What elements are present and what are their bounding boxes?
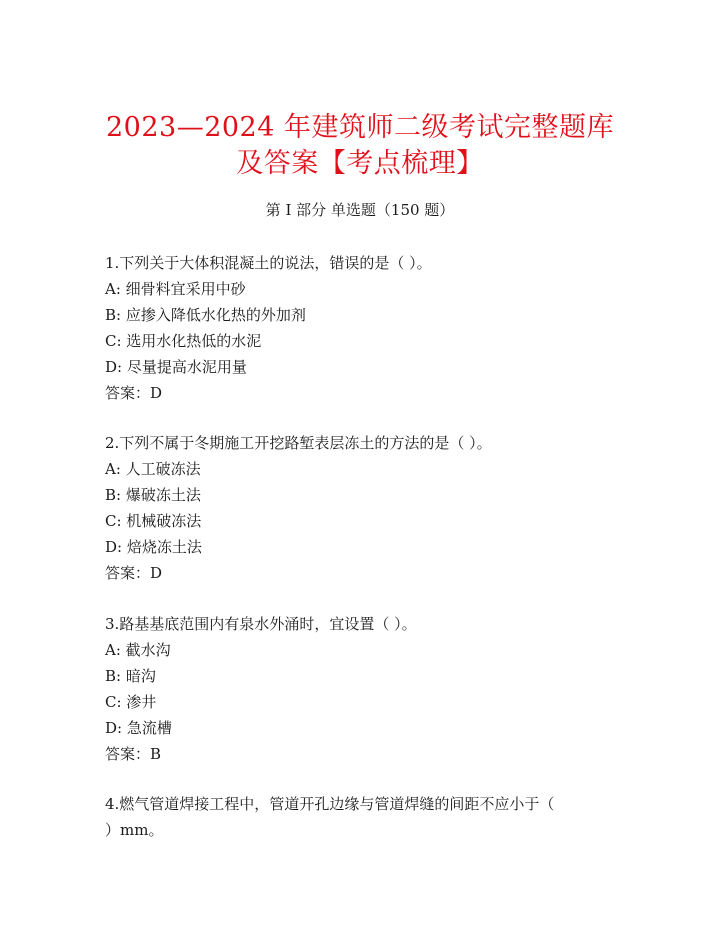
option-c: C: 渗井	[105, 693, 157, 711]
question-4	[105, 791, 625, 843]
question-3	[105, 611, 625, 767]
option-a: A: 细骨料宜采用中砂	[105, 280, 246, 298]
question-stem-continued: ）mm。	[105, 821, 164, 839]
question-stem: 4.燃气管道焊接工程中，管道开孔边缘与管道焊缝的间距不应小于（	[105, 795, 555, 813]
question-stem: 2.下列不属于冬期施工开挖路堑表层冻土的方法的是（ ）。	[105, 434, 492, 452]
question-stem: 3.路基基底范围内有泉水外涌时，宜设置（ ）。	[105, 615, 417, 633]
question-2	[105, 430, 625, 586]
option-d: D: 急流槽	[105, 719, 172, 737]
section-title: 第 I 部分 单选题（150 题）	[265, 201, 455, 219]
question-stem: 1.下列关于大体积混凝土的说法，错误的是（ ）。	[105, 254, 432, 272]
question-1	[105, 250, 625, 406]
option-b: B: 暗沟	[105, 667, 156, 685]
answer: 答案：B	[105, 745, 162, 763]
option-d: D: 焙烧冻土法	[105, 538, 202, 556]
answer: 答案：D	[105, 564, 163, 582]
option-b: B: 爆破冻土法	[105, 486, 201, 504]
option-b: B: 应掺入降低水化热的外加剂	[105, 306, 306, 324]
option-a: A: 截水沟	[105, 641, 171, 659]
option-c: C: 机械破冻法	[105, 512, 202, 530]
option-d: D: 尽量提高水泥用量	[105, 358, 247, 376]
option-c: C: 选用水化热低的水泥	[105, 332, 262, 350]
document-title: 2023—2024 年建筑师二级考试完整题库及答案【考点梳理】	[105, 112, 614, 179]
answer: 答案：D	[105, 384, 163, 402]
option-a: A: 人工破冻法	[105, 460, 201, 478]
